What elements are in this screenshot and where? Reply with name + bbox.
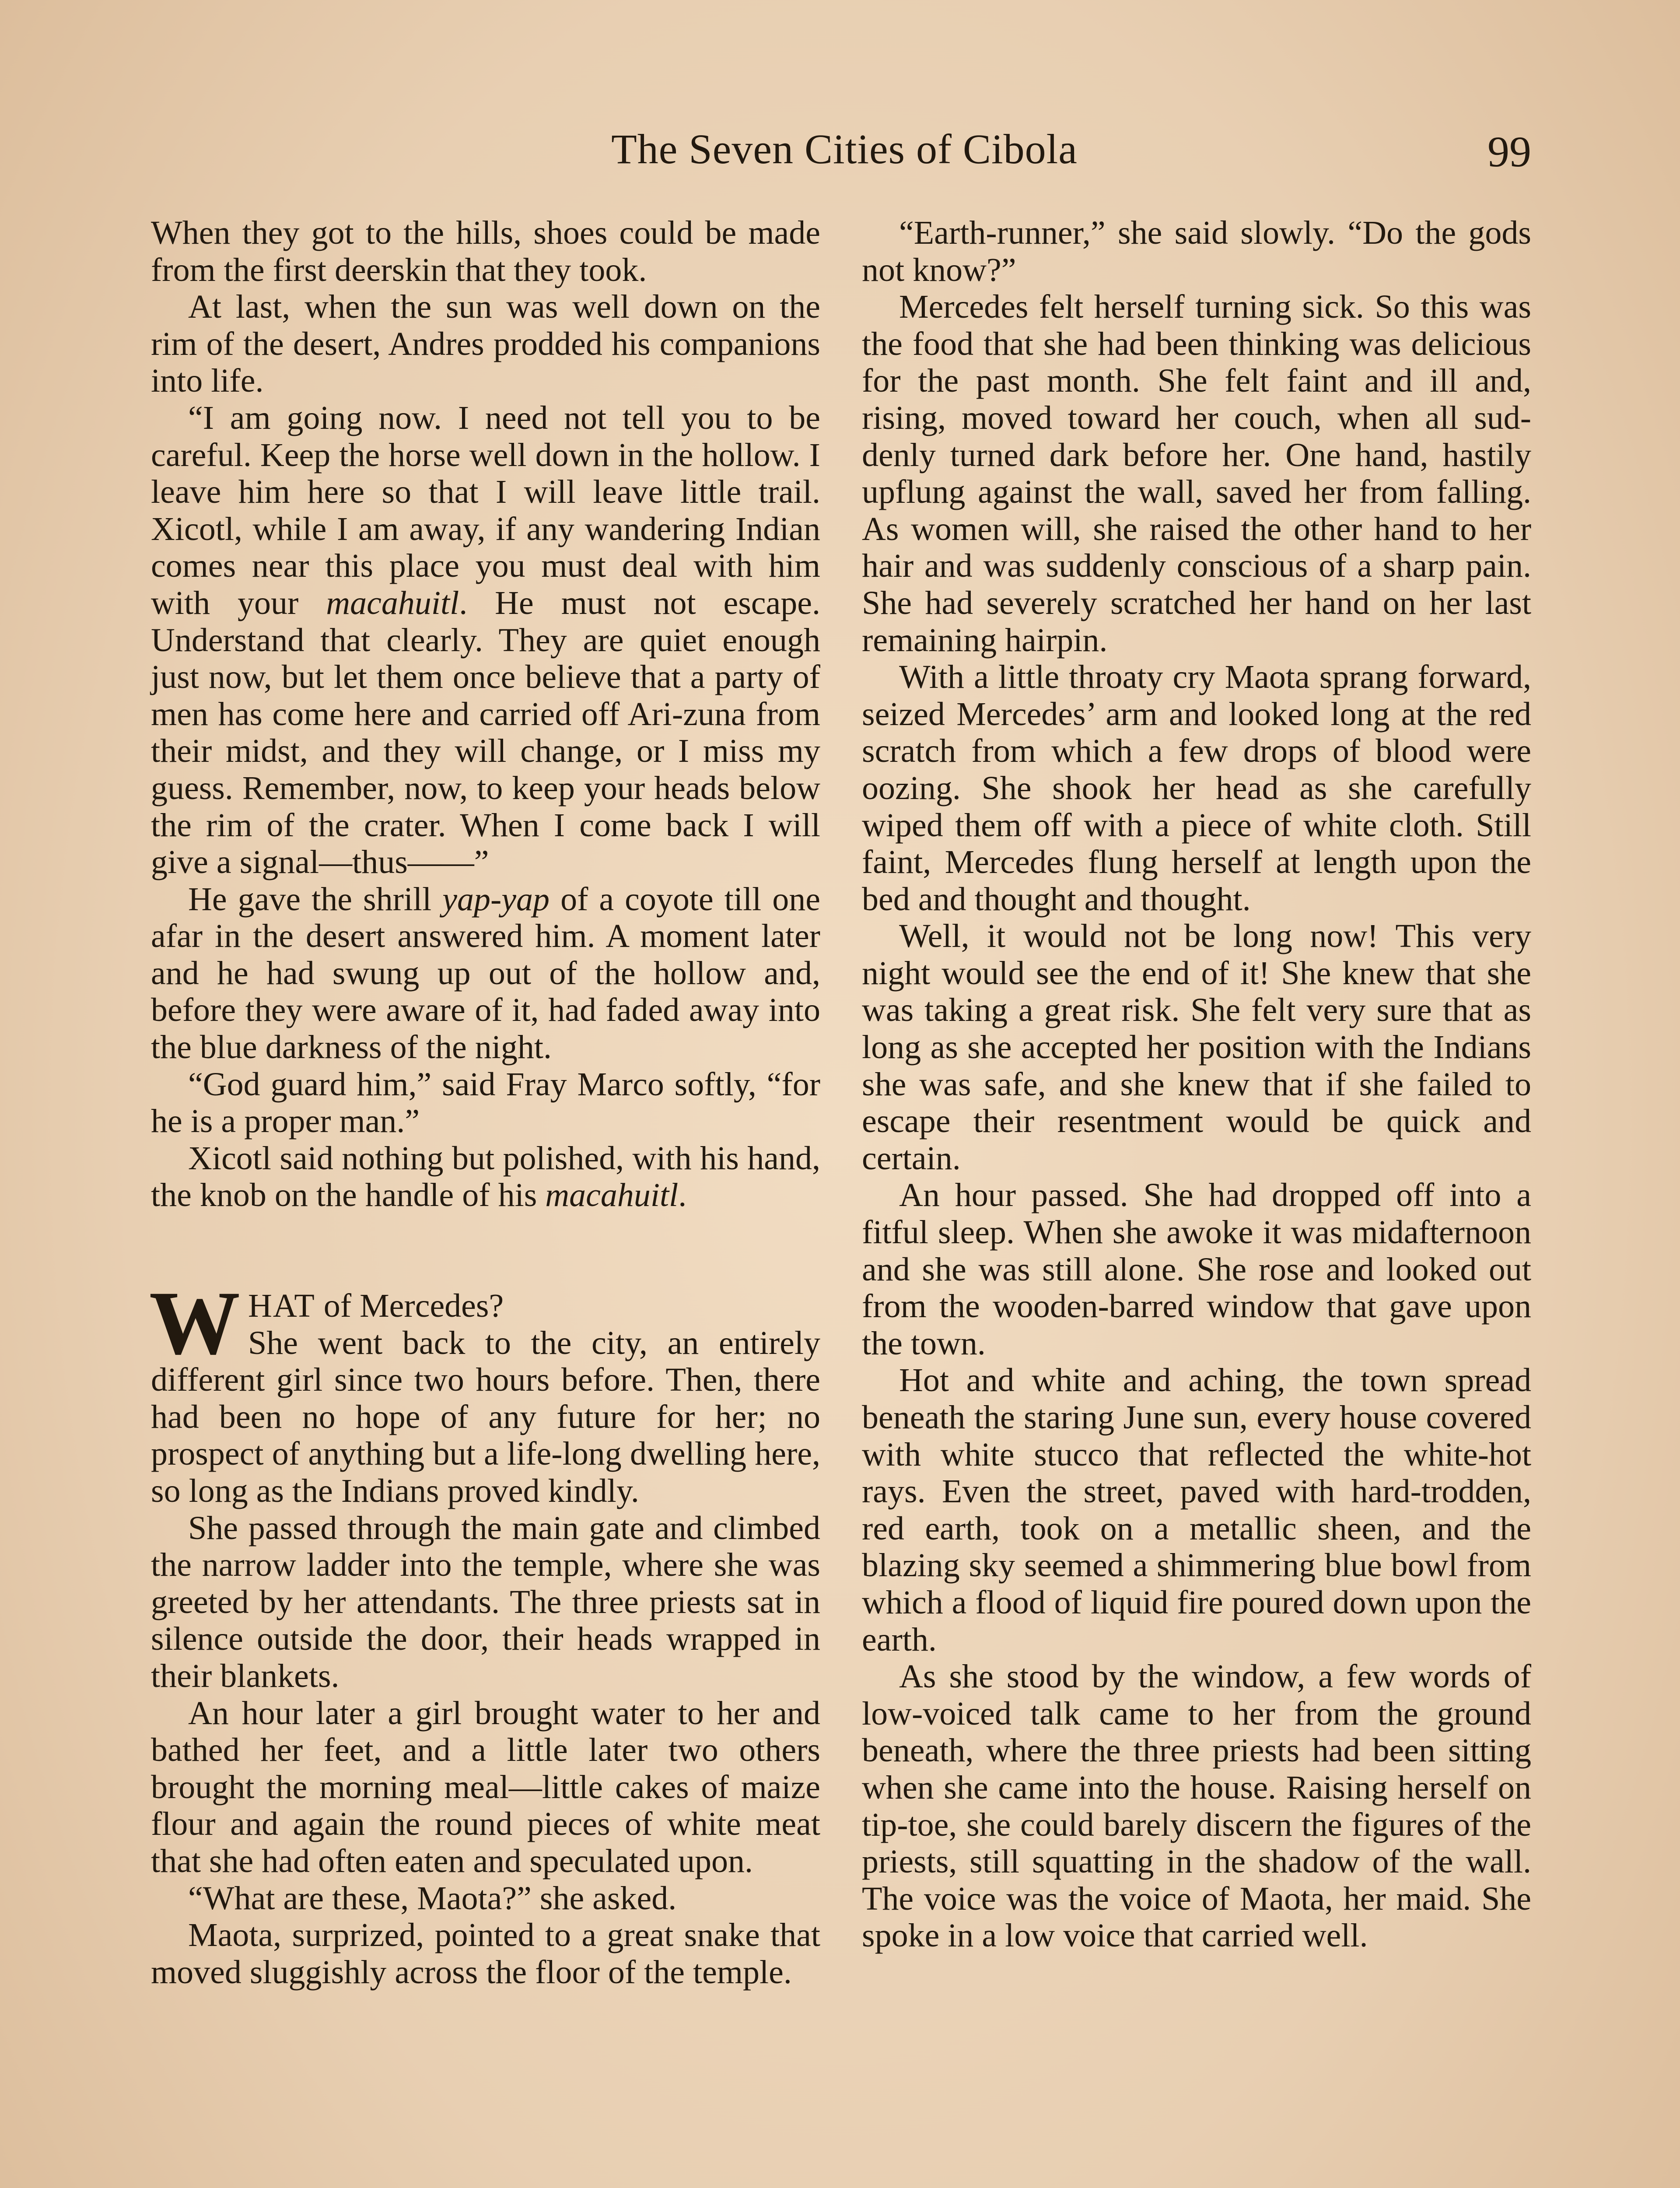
paragraph: Well, it would not be long now! This very night would see the end of it! She knew that she was taking a great risk. She felt very sure that as long as she accepted her position with the Indians she was safe, and she knew that if she failed to escape their resentment would be quick and certain. — [862, 918, 1531, 1177]
paragraph: “What are these, Maota?” she asked. — [188, 1879, 677, 1917]
text-run: Xicotl said nothing but polished, with his hand, the knob on the handle of his — [151, 1140, 820, 1214]
paragraph: Mercedes felt herself turning sick. So this was the food that she had been thinking was delicious for the past month. She felt faint and ill and, rising, moved toward her couch, when all suddenly turned dark before her. One hand, hastily upflung against the wall, saved her from falling. As women will, she raised the other hand to her hair and was suddenly conscious of a sharp pain. She had severely scratched her hand on her last remaining hairpin. — [862, 288, 1531, 659]
paragraph: As she stood by the window, a few words of low-voiced talk came to her from the ground beneath, where the three priests had been sitting when she came into the house. Raising herself on tip-toe, she could barely discern the figures of the priests, still squatting in the shadow of the wall. The voice was the voice of Maota, her maid. She spoke in a low voice that carried well. — [862, 1658, 1531, 1954]
paragraph: She passed through the main gate and climbed the narrow ladder into the temple, where she was greeted by her attendants. The three priests sat in silence outside the door, their heads wrapped in their blankets. — [151, 1509, 820, 1694]
small-caps-lead: HAT — [248, 1287, 315, 1325]
italic-term: macahuitl — [545, 1177, 679, 1214]
paragraph: With a little throaty cry Maota sprang forward, seized Mercedes’ arm and looked long at the red scratch from which a few drops of blood were oozing. She shook her head as she carefully wiped them off with a piece of white cloth. Still faint, Mercedes flung herself at length upon the bed and thought and thought. — [862, 659, 1531, 918]
paragraph: Hot and white and aching, the town spread beneath the staring June sun, every house covered with white stucco that reflected the white-hot rays. Even the street, paved with hard-trodden, red earth, took on a metallic sheen, and the blazing sky seemed a shimmering blue bowl from which a flood of liquid fire poured down upon the earth. — [862, 1362, 1531, 1658]
left-column — [151, 214, 820, 1991]
paragraph: “Earth-runner,” she said slowly. “Do the gods not know?” — [862, 214, 1531, 288]
text-run: . He must not escape. Understand that clearly. They are quiet enough just now, but let them once believe that a party of men has come here and carried off Ari-zuna from their midst, and they will change, or I miss my guess. Remember, now, to keep your heads below the rim of the crater. When I come back I will give a signal—thus——” — [151, 584, 820, 881]
italic-term: yap-yap — [442, 880, 550, 918]
text-run: of a coyote till one afar in the desert answered him. A moment later and he had swung up out of the hollow and, before they were aware of it, had faded away into the blue darkness of the night. — [151, 880, 820, 1066]
text-run: He gave the shrill — [188, 880, 443, 918]
text-run: . — [678, 1177, 687, 1214]
text-run: of Mercedes? — [315, 1287, 504, 1325]
page-header — [0, 125, 1680, 186]
paragraph: An hour later a girl brought water to her and bathed her feet, and a little later two others brought the morning meal—little cakes of maize flour and again the round pieces of white meat that she had often eaten and speculated upon. — [151, 1694, 820, 1879]
paragraph — [151, 1140, 820, 1214]
italic-term: macahuitl — [326, 584, 459, 621]
paragraph — [151, 881, 820, 1066]
paragraph: At last, when the sun was well down on the rim of the desert, Andres prodded his companions into life. — [151, 288, 820, 400]
text-run: She went back to the city, an entirely different girl since two hours before. Then, there had been no hope of any future for her; no prospect of anything but a life-long dwelling here, so long as the Indians proved kindly. — [151, 1324, 820, 1509]
drop-cap: W — [149, 1273, 240, 1374]
paragraph — [151, 400, 820, 881]
paragraph: An hour passed. She had dropped off into a fitful sleep. When she awoke it was midafternoon and she was still alone. She rose and looked out from the wooden-barred window that gave upon the town. — [862, 1177, 1531, 1362]
paragraph: Maota, surprized, pointed to a great snake that moved sluggishly across the floor of the temple. — [151, 1917, 820, 1991]
section-opening — [149, 1273, 820, 1510]
page-number: 99 — [1488, 127, 1531, 176]
paragraph: “God guard him,” said Fray Marco softly, “for he is a proper man.” — [151, 1066, 820, 1140]
paragraph: When they got to the hills, shoes could be made from the first deerskin that they took. — [151, 214, 820, 288]
right-column — [862, 214, 1531, 1954]
running-title: The Seven Cities of Cibola — [611, 126, 1078, 172]
text-run: “I am going now. I need not tell you to be careful. Keep the horse well down in the hollow. I leave him here so that I will leave little trail. Xicotl, while I am away, if any wandering Indian comes near this place you must deal with him with your — [151, 399, 820, 621]
